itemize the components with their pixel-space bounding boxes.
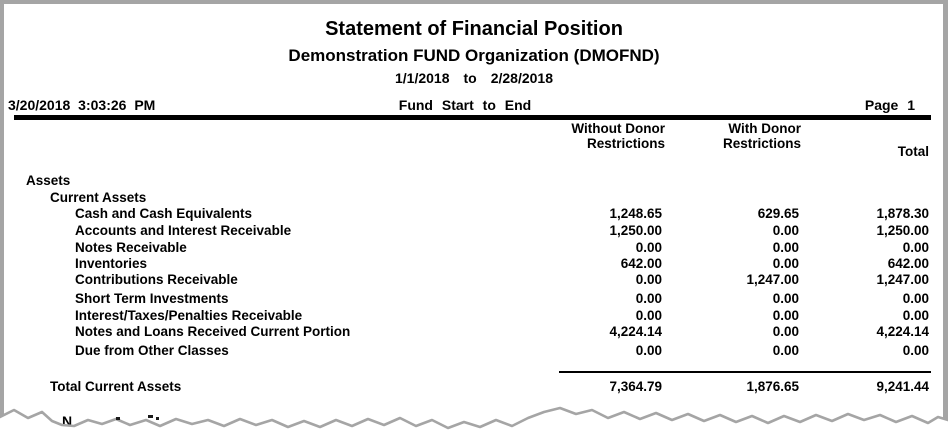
value-total: 9,241.44	[876, 379, 929, 394]
row-label: Accounts and Interest Receivable	[75, 223, 292, 238]
page-number: Page 1	[864, 97, 915, 113]
value-with-donor: 0.00	[772, 240, 799, 255]
value-with-donor: 0.00	[772, 223, 799, 238]
table-row	[0, 223, 948, 239]
value-total: 1,250.00	[876, 223, 929, 238]
value-without-donor: 0.00	[635, 291, 662, 306]
table-row-section	[0, 173, 948, 189]
column-header-line: With Donor	[728, 121, 801, 136]
value-total: 642.00	[887, 256, 929, 271]
report-title: Statement of Financial Position	[325, 18, 623, 40]
torn-text-fragment: N	[62, 413, 73, 429]
print-datetime: 3/20/2018 3:03:26 PM	[8, 97, 156, 113]
table-row	[0, 256, 948, 272]
table-row	[0, 206, 948, 222]
column-header-total: Total	[897, 144, 929, 159]
report-period	[0, 70, 948, 86]
value-with-donor: 0.00	[772, 256, 799, 271]
period-start: 1/1/2018	[394, 70, 450, 86]
value-without-donor: 0.00	[635, 308, 662, 323]
ink-speck	[156, 417, 159, 420]
value-without-donor: 1,250.00	[609, 223, 662, 238]
fund-range-label: Fund Start to End	[398, 97, 532, 113]
value-without-donor: 1,248.65	[609, 206, 662, 221]
table-row	[0, 324, 948, 340]
torn-edge	[0, 398, 948, 435]
period-end: 2/28/2018	[490, 70, 553, 86]
row-label: Notes and Loans Received Current Portion	[75, 324, 351, 339]
row-label: Short Term Investments	[75, 291, 229, 306]
page-border-top	[0, 0, 948, 4]
value-total: 0.00	[902, 308, 929, 323]
row-label: Notes Receivable	[75, 240, 187, 255]
organization-name: Demonstration FUND Organization (DMOFND)	[288, 46, 660, 65]
table-row	[0, 240, 948, 256]
value-without-donor: 7,364.79	[609, 379, 662, 394]
header-rule	[14, 115, 931, 120]
value-with-donor: 1,247.00	[746, 272, 799, 287]
row-label: Total Current Assets	[50, 379, 182, 394]
value-without-donor: 0.00	[635, 240, 662, 255]
value-with-donor: 629.65	[757, 206, 799, 221]
value-total: 4,224.14	[876, 324, 929, 339]
row-label: Current Assets	[50, 190, 147, 205]
value-without-donor: 642.00	[620, 256, 662, 271]
value-without-donor: 4,224.14	[609, 324, 662, 339]
value-total: 0.00	[902, 343, 929, 358]
row-label: Inventories	[75, 256, 148, 271]
value-with-donor: 1,876.65	[746, 379, 799, 394]
column-header-line: Restrictions	[722, 136, 801, 151]
row-label: Contributions Receivable	[75, 272, 238, 287]
row-label: Assets	[26, 173, 71, 188]
row-label: Cash and Cash Equivalents	[75, 206, 253, 221]
period-to-label: to	[463, 70, 477, 86]
value-with-donor: 0.00	[772, 343, 799, 358]
column-header-line: Without Donor	[571, 121, 665, 136]
value-with-donor: 0.00	[772, 308, 799, 323]
value-total: 0.00	[902, 240, 929, 255]
table-row-total	[0, 379, 948, 395]
ink-speck	[148, 415, 153, 418]
table-row-section	[0, 190, 948, 206]
value-without-donor: 0.00	[635, 272, 662, 287]
table-row	[0, 308, 948, 324]
row-label: Due from Other Classes	[75, 343, 229, 358]
value-total: 1,247.00	[876, 272, 929, 287]
value-total: 0.00	[902, 291, 929, 306]
totals-rule	[559, 371, 931, 373]
column-header-line: Restrictions	[586, 136, 665, 151]
value-total: 1,878.30	[876, 206, 929, 221]
table-row	[0, 272, 948, 288]
table-row	[0, 291, 948, 307]
ink-speck	[116, 417, 120, 420]
value-without-donor: 0.00	[635, 343, 662, 358]
row-label: Interest/Taxes/Penalties Receivable	[75, 308, 303, 323]
value-with-donor: 0.00	[772, 324, 799, 339]
column-header-with-donor	[620, 121, 801, 151]
table-row	[0, 343, 948, 359]
value-with-donor: 0.00	[772, 291, 799, 306]
